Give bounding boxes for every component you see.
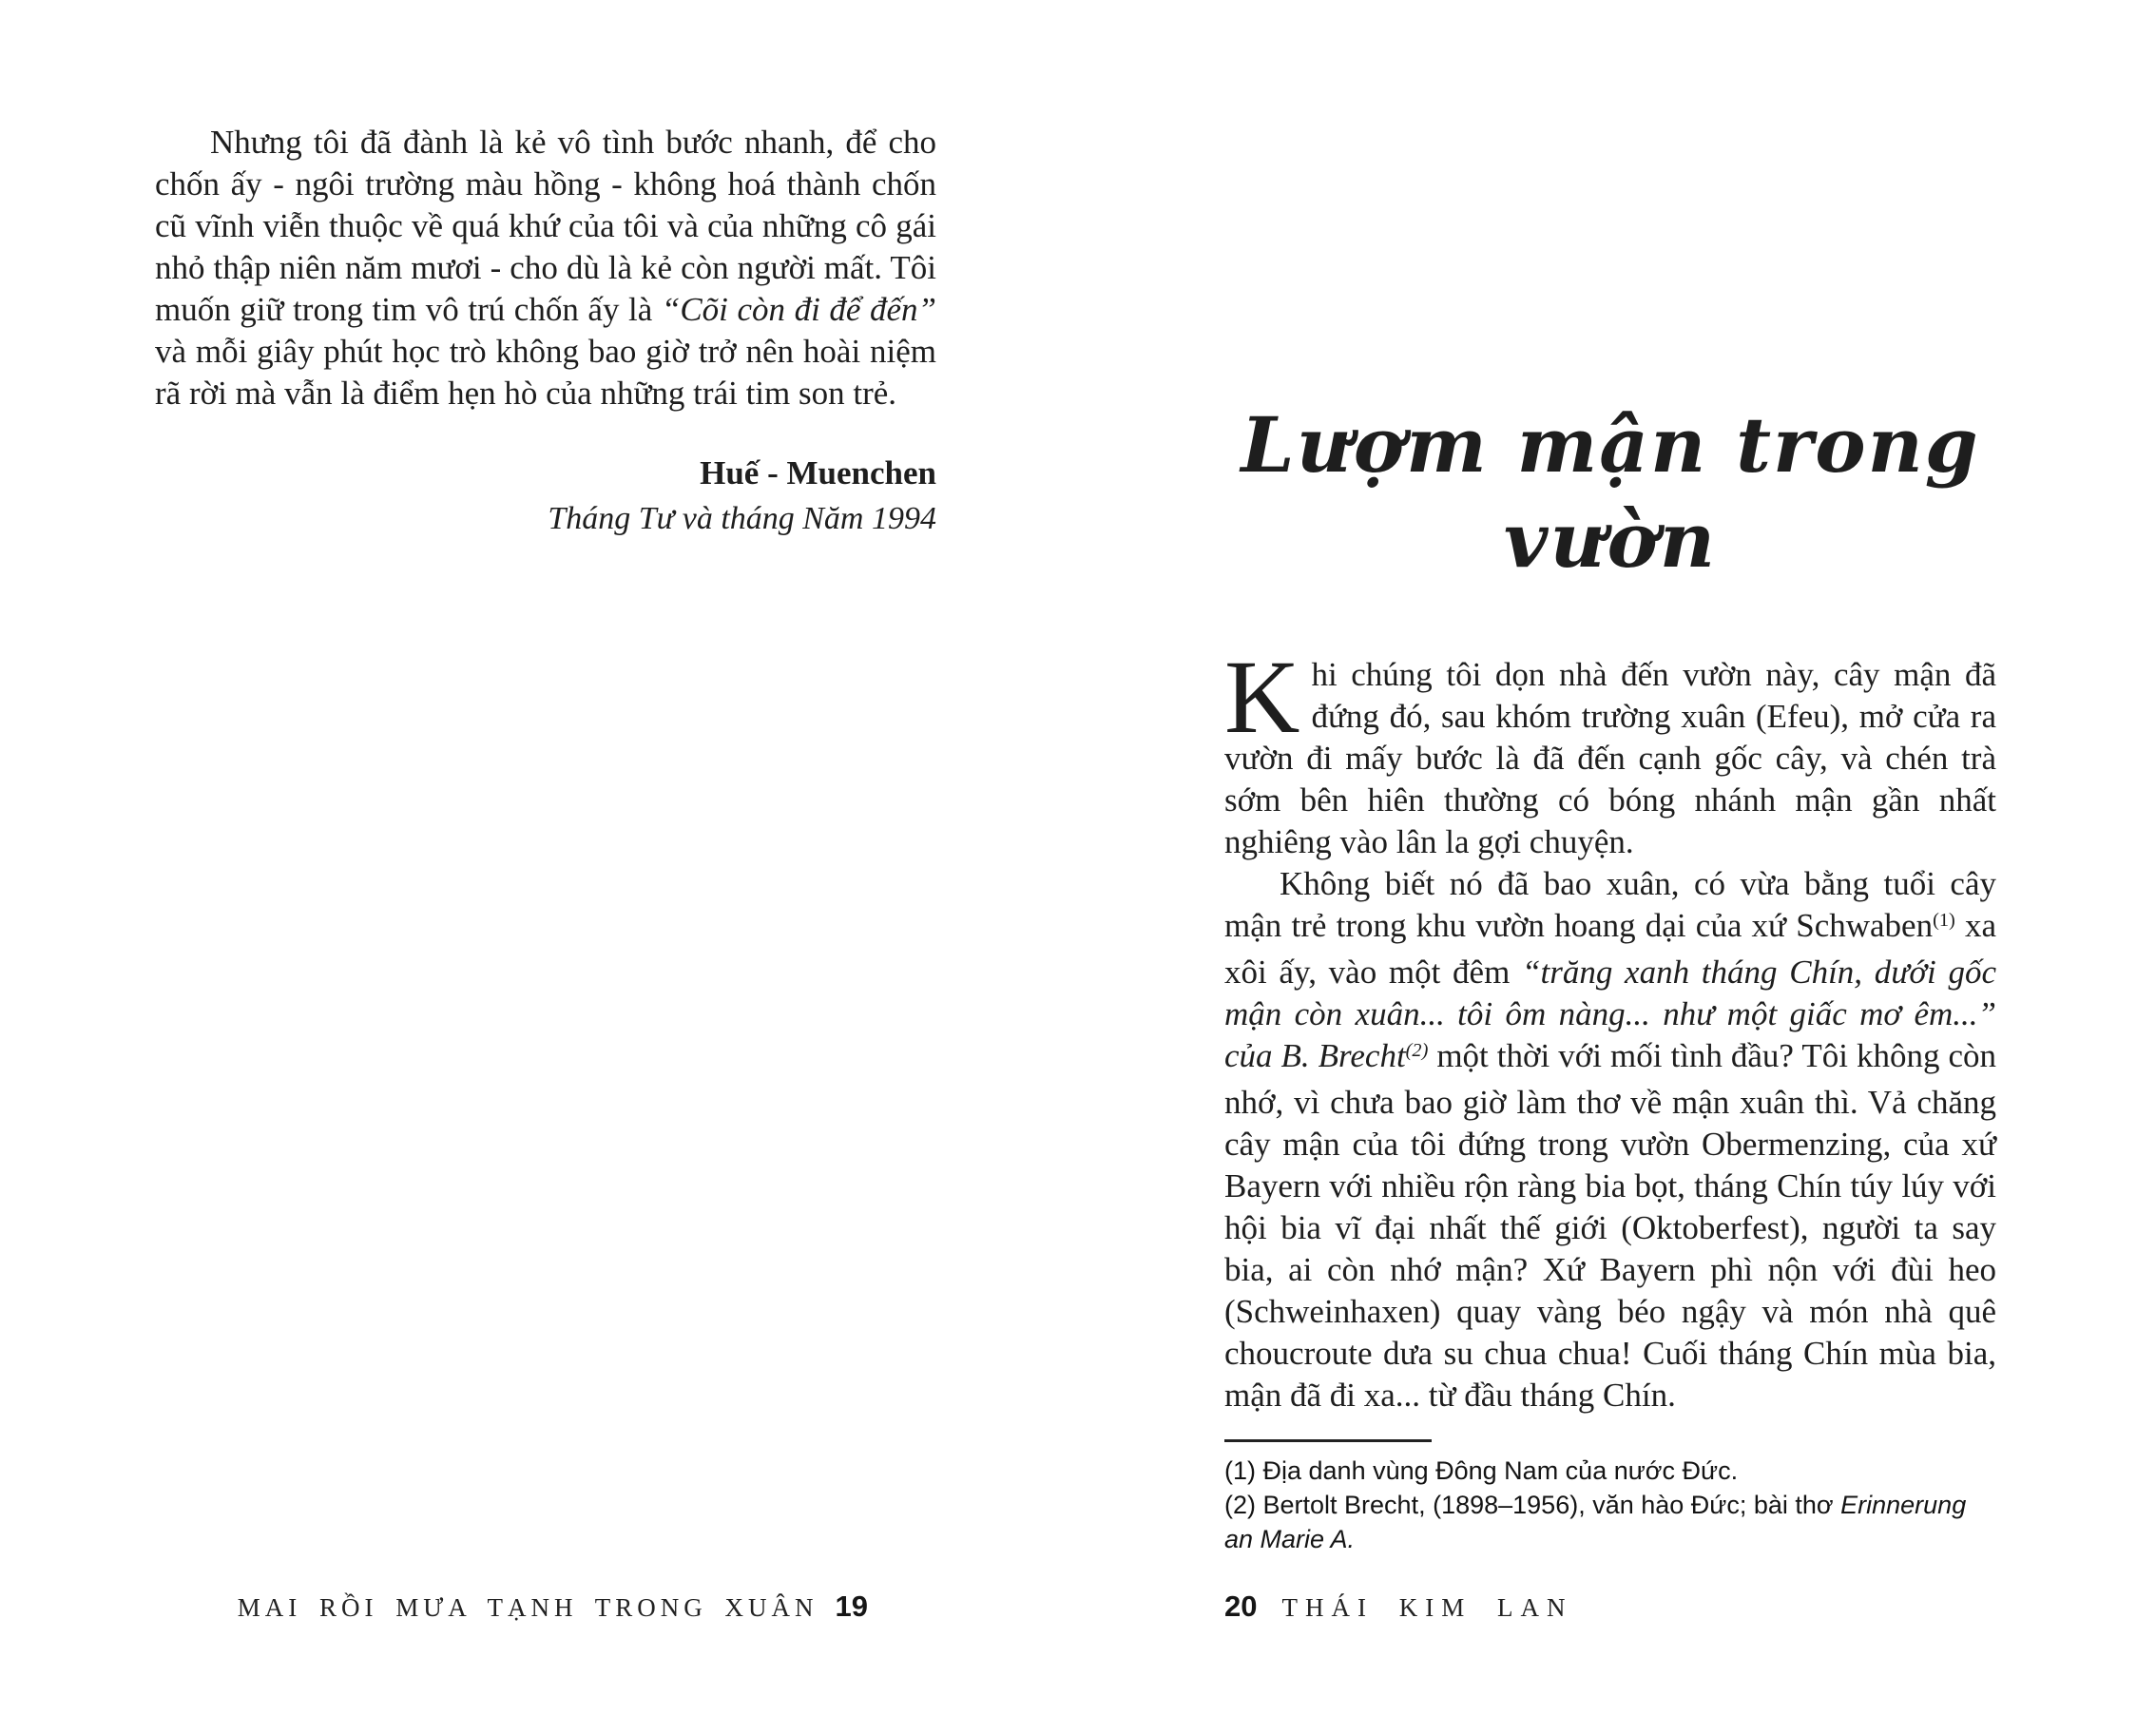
paragraph-text: một thời với mối tình đầu? Tôi không còn nhớ, vì chưa bao giờ làm thơ về mận xuân thì. Vả chăng cây mận của tôi đứng trong vườn Obermenzing, của xứ Bayern với nhiều rộn ràng bia bọt, tháng Chín túy lúy với hội bia vĩ đại nhất thế giới (Oktoberfest), người ta say bia, ai còn nhớ mận? Xứ Bayern phì nộn với đùi heo (Schweinhaxen) quay vàng béo ngậy và món nhà quê choucroute dưa su chua chua! Cuối tháng Chín mùa bia, mận đã đi xa... từ đầu tháng Chín.	[1224, 1037, 1996, 1414]
signature-block	[155, 453, 936, 540]
italic-quote: “Cõi còn đi để đến”	[661, 291, 936, 328]
footnote-text: (2) Bertolt Brecht, (1898–1956), văn hào Đức; bài thơ	[1224, 1491, 1841, 1519]
running-book-title: MAI RỒI MƯA TẠNH TRONG XUÂN	[237, 1593, 818, 1622]
paragraph-text: Không biết nó đã bao xuân, có vừa bằng tuổi cây mận trẻ trong khu vườn hoang dại của xứ Schwaben	[1224, 865, 1996, 944]
footnote-1: (1) Địa danh vùng Đông Nam của nước Đức.	[1224, 1456, 1739, 1485]
footnote-marker-2: (2)	[1405, 1039, 1429, 1061]
dropcap-letter: K	[1224, 639, 1300, 755]
footnote-work-title: Erinnerung an Marie A.	[1224, 1491, 1967, 1553]
right-page-paragraph-2	[1224, 863, 1996, 1416]
left-page-paragraph	[155, 122, 936, 414]
right-page-footer	[1224, 1590, 1572, 1624]
paragraph-text: và mỗi giây phút học trò không bao giờ trở nên hoài niệm rã rời mà vẫn là điểm hẹn hò của những trái tim son trẻ.	[155, 333, 936, 412]
right-page-paragraph-1	[1224, 639, 1996, 863]
italic-quote: “trăng xanh tháng Chín, dưới gốc mận còn xuân... tôi ôm nàng... như một giấc mơ êm...” của B. Brecht	[1224, 954, 1996, 1074]
footnote-2	[1224, 1488, 1996, 1556]
paragraph-text: xa xôi ấy, vào một đêm	[1224, 907, 1996, 991]
signature-date: Tháng Tư và tháng Năm 1994	[548, 501, 936, 536]
footnote-marker-1: (1)	[1933, 909, 1955, 931]
paragraph-text: Nhưng tôi đã đành là kẻ vô tình bước nhanh, để cho chốn ấy - ngôi trường màu hồng - không hoá thành chốn cũ vĩnh viễn thuộc về quá khứ của tôi và của những cô gái nhỏ thập niên năm mươi - cho dù là kẻ còn người mất. Tôi muốn giữ trong tim vô trú chốn ấy là	[155, 124, 936, 328]
page-number-right: 20	[1224, 1590, 1258, 1623]
left-page-footer	[155, 1590, 868, 1624]
page-number-left: 19	[835, 1590, 868, 1623]
running-author-name: THÁI KIM LAN	[1281, 1593, 1573, 1622]
chapter-title: Lượm mận trong vườn	[1241, 400, 1980, 585]
footnotes-block	[1224, 1439, 1996, 1556]
left-page-text-block	[155, 122, 936, 540]
signature-place: Huế - Muenchen	[700, 454, 936, 491]
paragraph-text: hi chúng tôi dọn nhà đến vườn này, cây mận đã đứng đó, sau khóm trường xuân (Efeu), mở cửa ra vườn đi mấy bước là đã đến cạnh gốc cây, và chén trà sớm bên hiên thường có bóng nhánh mận gần nhất nghiêng vào lân la gợi chuyện.	[1224, 656, 1996, 860]
footnote-rule	[1224, 1439, 1432, 1442]
right-page-text-block	[1224, 639, 1996, 1416]
